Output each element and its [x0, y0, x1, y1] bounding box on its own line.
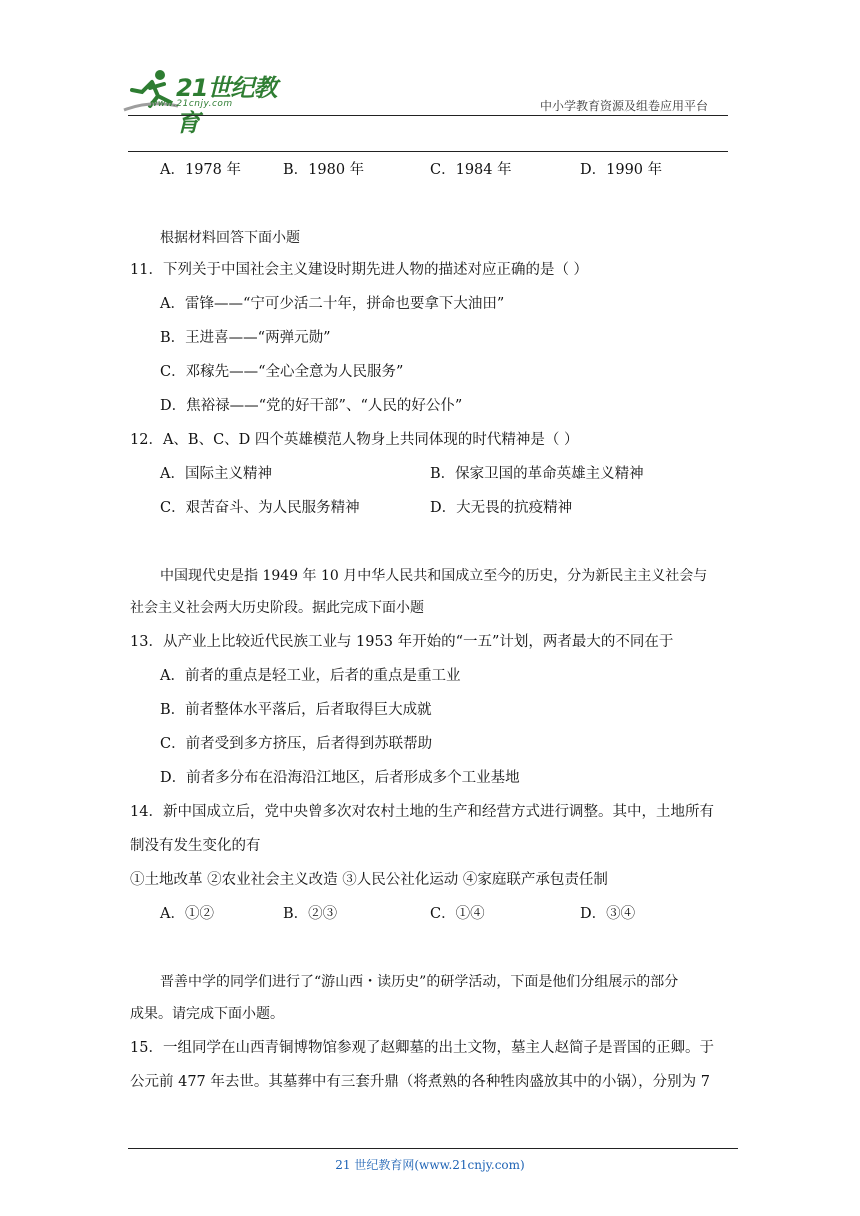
- q12-stem: 12．A、B、C、D 四个英雄模范人物身上共同体现的时代精神是（ ）: [130, 432, 579, 448]
- material-intro-2-line2: 社会主义社会两大历史阶段。据此完成下面小题: [130, 600, 424, 616]
- site-logo: [120, 66, 290, 137]
- q13-stem: 13．从产业上比较近代民族工业与 1953 年开始的“一五”计划，两者最大的不同在于: [130, 634, 674, 650]
- header-rule: [128, 115, 728, 116]
- q12-option-b: B．保家卫国的革命英雄主义精神: [430, 466, 644, 482]
- logo-text: 21世纪教育: [176, 74, 277, 137]
- q13-option-a: A．前者的重点是轻工业，后者的重点是重工业: [160, 668, 461, 684]
- q12-option-a: A．国际主义精神: [160, 466, 272, 482]
- q15-stem-line2: 公元前 477 年去世。其墓葬中有三套升鼎（将煮熟的各种牲肉盛放其中的小锅），分别为 7: [130, 1074, 710, 1090]
- footer-link[interactable]: 21 世纪教育网(www.21cnjy.com): [335, 1158, 525, 1172]
- material-intro-1: 根据材料回答下面小题: [160, 230, 300, 246]
- q11-option-d: D．焦裕禄——“党的好干部”、“人民的好公仆”: [160, 398, 463, 414]
- q12-option-c: C．艰苦奋斗、为人民服务精神: [160, 500, 360, 516]
- q14-option-b: B．②③: [283, 906, 338, 922]
- q14-option-a: A．①②: [160, 906, 214, 922]
- header-slogan: 中小学教育资源及组卷应用平台: [540, 99, 709, 113]
- material-intro-2-line1: 中国现代史是指 1949 年 10 月中华人民共和国成立至今的历史，分为新民主主义社会与: [160, 568, 708, 584]
- q11-option-a: A．雷锋——“宁可少活二十年，拼命也要拿下大油田”: [160, 296, 505, 312]
- q10-option-c: C．1984 年: [430, 162, 512, 178]
- q14-items: ①土地改革 ②农业社会主义改造 ③人民公社化运动 ④家庭联产承包责任制: [130, 872, 608, 888]
- footer-rule: [128, 1148, 738, 1149]
- material-intro-3-line2: 成果。请完成下面小题。: [130, 1006, 284, 1022]
- q10-option-a: A．1978 年: [160, 162, 241, 178]
- q12-option-d: D．大无畏的抗疫精神: [430, 500, 573, 516]
- q13-option-c: C．前者受到多方挤压，后者得到苏联帮助: [160, 736, 433, 752]
- header-rule-thick: [128, 151, 728, 152]
- q13-option-b: B．前者整体水平落后，后者取得巨大成就: [160, 702, 432, 718]
- q15-stem-line1: 15．一组同学在山西青铜博物馆参观了赵卿墓的出土文物，墓主人赵简子是晋国的正卿。于: [130, 1040, 714, 1056]
- q10-option-d: D．1990 年: [580, 162, 663, 178]
- q10-option-b: B．1980 年: [283, 162, 365, 178]
- q14-option-c: C．①④: [430, 906, 485, 922]
- q14-stem-line2: 制没有发生变化的有: [130, 838, 261, 854]
- q14-stem-line1: 14．新中国成立后，党中央曾多次对农村土地的生产和经营方式进行调整。其中，土地所有: [130, 804, 714, 820]
- q11-option-c: C．邓稼先——“全心全意为人民服务”: [160, 364, 404, 380]
- q13-option-d: D．前者多分布在沿海沿江地区，后者形成多个工业基地: [160, 770, 520, 786]
- material-intro-3-line1: 晋善中学的同学们进行了“游山西・读历史”的研学活动，下面是他们分组展示的部分: [160, 974, 679, 990]
- q11-option-b: B．王进喜——“两弹元勋”: [160, 330, 331, 346]
- q14-option-d: D．③④: [580, 906, 636, 922]
- logo-url: www.21cnjy.com: [150, 99, 233, 109]
- q11-stem: 11．下列关于中国社会主义建设时期先进人物的描述对应正确的是（ ）: [130, 262, 589, 278]
